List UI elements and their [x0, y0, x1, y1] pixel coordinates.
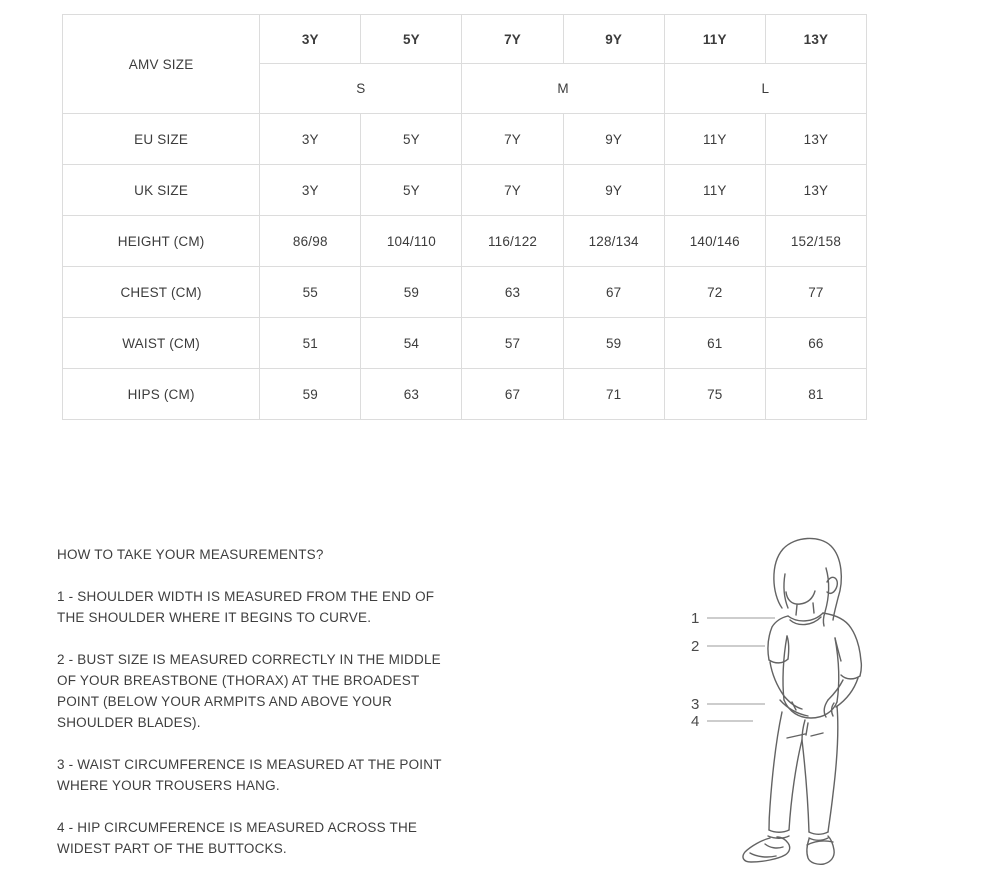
instruction-line: 3 - WAIST CIRCUMFERENCE IS MEASURED AT THE POINT: [57, 757, 442, 772]
marker-2-label: 2: [691, 638, 700, 655]
column-header: 13Y: [765, 15, 866, 64]
child-illustration: [685, 530, 885, 890]
table-cell: 86/98: [260, 216, 361, 267]
marker-4-label: 4: [691, 713, 700, 730]
table-cell: 152/158: [765, 216, 866, 267]
group-header-s: S: [260, 64, 462, 114]
table-cell: 128/134: [563, 216, 664, 267]
table-cell: 71: [563, 369, 664, 420]
table-row: [63, 318, 867, 369]
corner-label: AMV SIZE: [63, 15, 260, 114]
table-row: [63, 267, 867, 318]
table-cell: 116/122: [462, 216, 563, 267]
table-cell: 9Y: [563, 114, 664, 165]
column-header: 3Y: [260, 15, 361, 64]
table-cell: 140/146: [664, 216, 765, 267]
instructions-title: HOW TO TAKE YOUR MEASUREMENTS?: [57, 547, 324, 562]
column-header: 5Y: [361, 15, 462, 64]
instruction-line: OF YOUR BREASTBONE (THORAX) AT THE BROADEST: [57, 673, 420, 688]
table-cell: 3Y: [260, 114, 361, 165]
instruction-item-shoulder: [57, 586, 537, 628]
size-chart: [62, 14, 867, 420]
table-cell: 67: [462, 369, 563, 420]
table-cell: 7Y: [462, 114, 563, 165]
instruction-line: WIDEST PART OF THE BUTTOCKS.: [57, 841, 287, 856]
table-cell: 11Y: [664, 114, 765, 165]
column-header: 11Y: [664, 15, 765, 64]
table-cell: 59: [563, 318, 664, 369]
table-row-size-headers: [63, 15, 867, 64]
row-label: WAIST (CM): [63, 318, 260, 369]
marker-3-label: 3: [691, 696, 700, 713]
table-cell: 72: [664, 267, 765, 318]
row-label: HIPS (CM): [63, 369, 260, 420]
row-label: CHEST (CM): [63, 267, 260, 318]
instruction-item-hip: [57, 817, 537, 859]
table-cell: 55: [260, 267, 361, 318]
group-header-m: M: [462, 64, 664, 114]
column-header: 7Y: [462, 15, 563, 64]
table-cell: 7Y: [462, 165, 563, 216]
column-header: 9Y: [563, 15, 664, 64]
instruction-line: 4 - HIP CIRCUMFERENCE IS MEASURED ACROSS THE: [57, 820, 418, 835]
table-cell: 59: [260, 369, 361, 420]
instruction-item-waist: [57, 754, 537, 796]
table-row: [63, 165, 867, 216]
measurement-instructions: [57, 544, 537, 880]
table-cell: 54: [361, 318, 462, 369]
instruction-line: 2 - BUST SIZE IS MEASURED CORRECTLY IN THE MIDDLE: [57, 652, 441, 667]
table-cell: 63: [361, 369, 462, 420]
row-label: UK SIZE: [63, 165, 260, 216]
table-cell: 9Y: [563, 165, 664, 216]
table-cell: 57: [462, 318, 563, 369]
table-cell: 77: [765, 267, 866, 318]
marker-1-label: 1: [691, 610, 700, 627]
table-cell: 59: [361, 267, 462, 318]
table-cell: 5Y: [361, 114, 462, 165]
row-label: EU SIZE: [63, 114, 260, 165]
table-cell: 3Y: [260, 165, 361, 216]
instruction-line: SHOULDER BLADES).: [57, 715, 201, 730]
table-cell: 66: [765, 318, 866, 369]
child-sketch: [743, 538, 861, 864]
group-header-l: L: [664, 64, 866, 114]
table-cell: 13Y: [765, 165, 866, 216]
instruction-line: WHERE YOUR TROUSERS HANG.: [57, 778, 280, 793]
table-cell: 67: [563, 267, 664, 318]
table-cell: 51: [260, 318, 361, 369]
table-cell: 75: [664, 369, 765, 420]
table-cell: 11Y: [664, 165, 765, 216]
table-cell: 61: [664, 318, 765, 369]
table-cell: 63: [462, 267, 563, 318]
instruction-item-bust: [57, 649, 537, 733]
instruction-line: 1 - SHOULDER WIDTH IS MEASURED FROM THE END OF: [57, 589, 435, 604]
row-label: HEIGHT (CM): [63, 216, 260, 267]
table-row: [63, 216, 867, 267]
table-cell: 104/110: [361, 216, 462, 267]
table-cell: 5Y: [361, 165, 462, 216]
table-cell: 13Y: [765, 114, 866, 165]
figure-markers: [691, 610, 775, 730]
instruction-line: THE SHOULDER WHERE IT BEGINS TO CURVE.: [57, 610, 372, 625]
instruction-line: POINT (BELOW YOUR ARMPITS AND ABOVE YOUR: [57, 694, 393, 709]
measurement-figure: [685, 530, 885, 890]
size-chart-table: [62, 14, 867, 420]
table-row: [63, 114, 867, 165]
table-cell: 81: [765, 369, 866, 420]
table-row: [63, 369, 867, 420]
